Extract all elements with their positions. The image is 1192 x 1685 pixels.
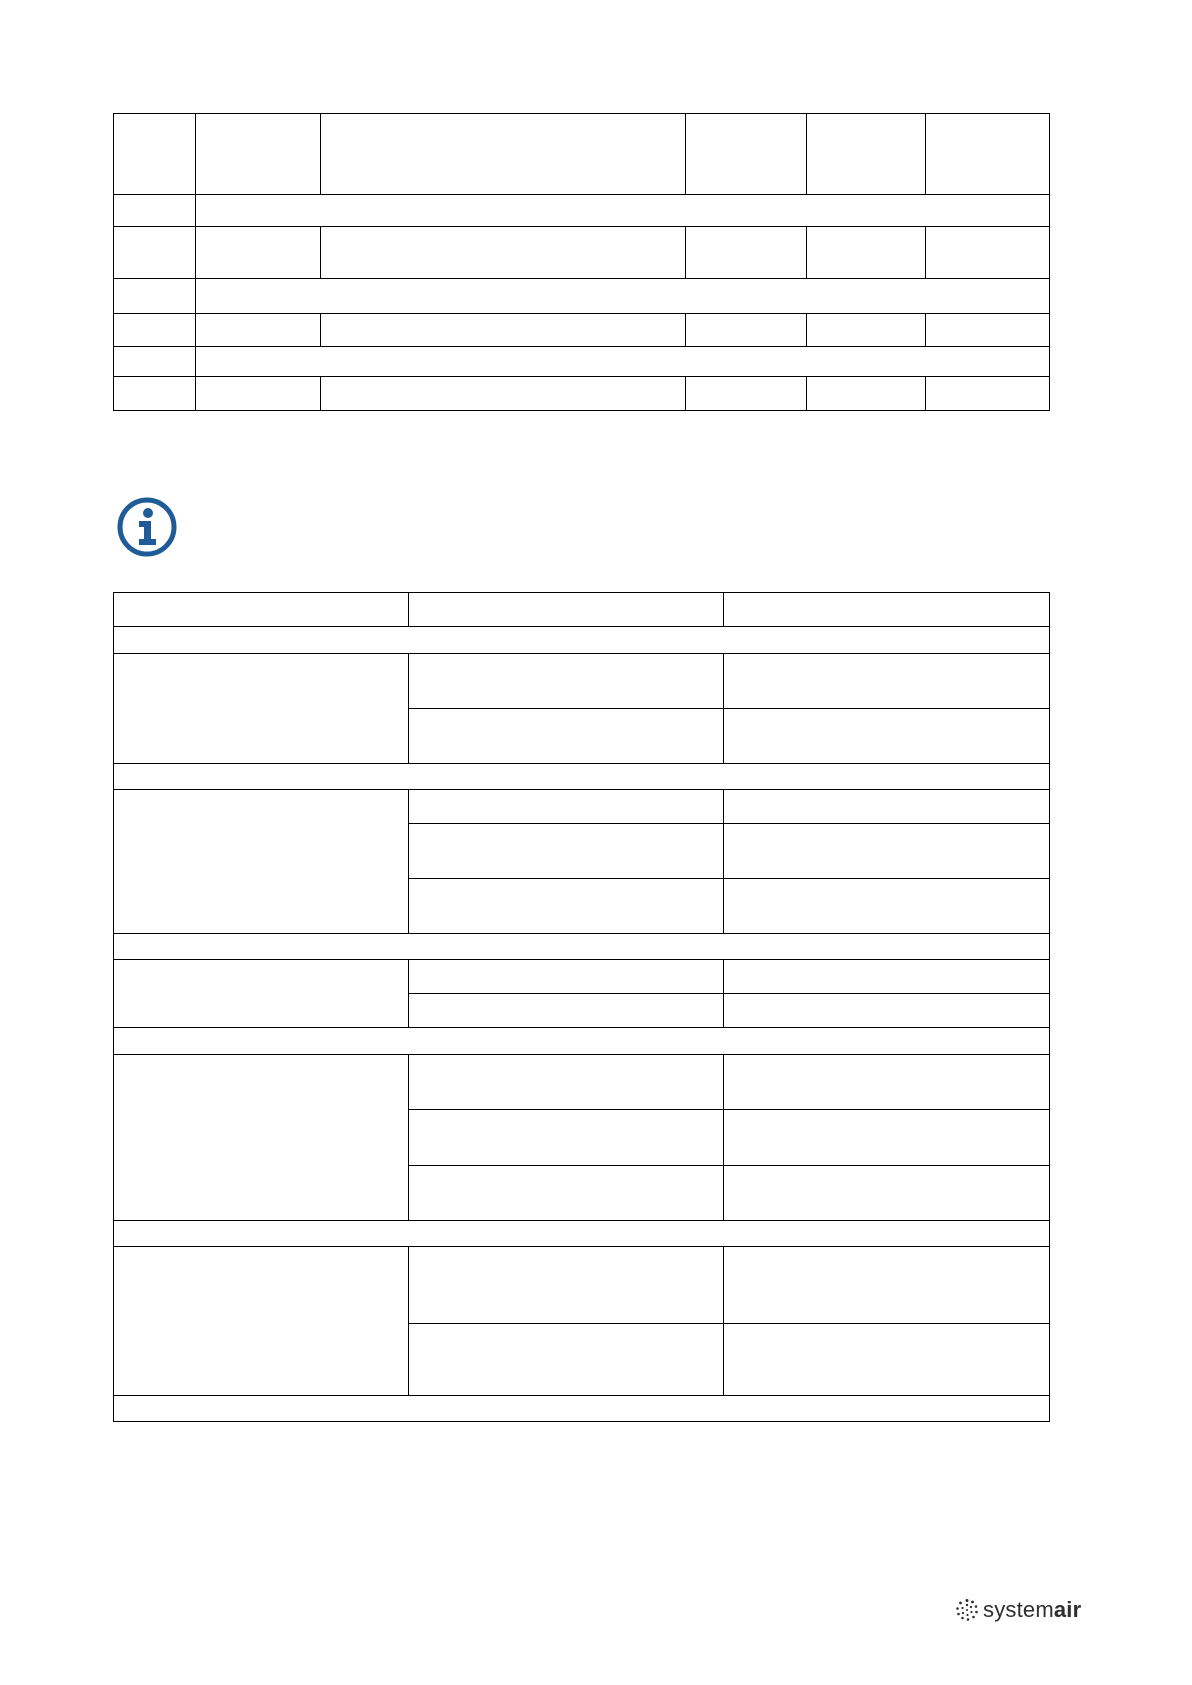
table-cell — [724, 1166, 1050, 1221]
table-cell — [724, 824, 1050, 879]
table-row — [114, 1028, 1050, 1055]
table-cell — [409, 1166, 724, 1221]
table-cell — [196, 279, 1050, 314]
table-cell — [114, 593, 409, 627]
table-cell — [196, 227, 321, 279]
table-cell — [724, 1324, 1050, 1396]
table-row — [114, 790, 1050, 824]
table-cell — [409, 960, 724, 994]
table-cell — [807, 314, 926, 347]
table-cell — [724, 654, 1050, 709]
systemair-logo-icon — [955, 1598, 979, 1622]
table-cell — [409, 593, 724, 627]
table-cell — [724, 1247, 1050, 1324]
table-row — [114, 347, 1050, 377]
table-cell — [686, 227, 807, 279]
table-cell — [724, 960, 1050, 994]
table-cell — [114, 314, 196, 347]
table-cell — [807, 227, 926, 279]
table-row — [114, 1221, 1050, 1247]
table-cell — [724, 879, 1050, 934]
table-row — [114, 764, 1050, 790]
table-cell — [196, 347, 1050, 377]
brand-name-regular: system — [983, 1597, 1054, 1622]
table-row — [114, 195, 1050, 227]
table-cell — [686, 114, 807, 195]
brand-name — [983, 1597, 1081, 1623]
table-cell — [686, 377, 807, 411]
table-cell — [724, 1110, 1050, 1166]
table-cell — [196, 114, 321, 195]
brand-name-accent: air — [1053, 1597, 1082, 1622]
info-icon — [116, 496, 178, 558]
table-cell — [926, 114, 1050, 195]
bottom-table — [113, 592, 1050, 1422]
table-cell — [114, 195, 196, 227]
table-cell — [409, 790, 724, 824]
table-cell — [409, 1247, 724, 1324]
table-row — [114, 114, 1050, 195]
table-cell — [321, 114, 686, 195]
table-cell — [807, 114, 926, 195]
table-cell — [196, 377, 321, 411]
section-row-cell — [114, 1028, 1050, 1055]
section-row-cell — [114, 627, 1050, 654]
table-cell — [724, 593, 1050, 627]
table-cell — [114, 347, 196, 377]
table-row — [114, 1396, 1050, 1422]
table-cell — [196, 195, 1050, 227]
table-cell — [321, 227, 686, 279]
table-cell — [321, 314, 686, 347]
table-cell — [114, 654, 409, 764]
table-cell — [114, 279, 196, 314]
table-row — [114, 227, 1050, 279]
table-cell — [409, 879, 724, 934]
table-cell — [114, 377, 196, 411]
table-row — [114, 593, 1050, 627]
table-row — [114, 279, 1050, 314]
table-cell — [724, 709, 1050, 764]
table-cell — [926, 227, 1050, 279]
table-cell — [114, 1247, 409, 1396]
table-cell — [196, 314, 321, 347]
table-row — [114, 1055, 1050, 1110]
table-cell — [114, 114, 196, 195]
table-cell — [926, 377, 1050, 411]
section-row-cell — [114, 1221, 1050, 1247]
top-table — [113, 113, 1050, 411]
table-cell — [409, 709, 724, 764]
table-cell — [409, 1055, 724, 1110]
table-cell — [409, 654, 724, 709]
section-row-cell — [114, 764, 1050, 790]
table-cell — [409, 1110, 724, 1166]
table-cell — [926, 314, 1050, 347]
table-row — [114, 960, 1050, 994]
table-cell — [724, 790, 1050, 824]
table-cell — [807, 377, 926, 411]
table-row — [114, 377, 1050, 411]
table-cell — [409, 824, 724, 879]
table-cell — [321, 377, 686, 411]
table-cell — [724, 994, 1050, 1028]
section-row-cell — [114, 934, 1050, 960]
table-cell — [409, 994, 724, 1028]
table-row — [114, 934, 1050, 960]
table-row — [114, 627, 1050, 654]
systemair-logo — [955, 1596, 1081, 1624]
table-cell — [114, 227, 196, 279]
table-row — [114, 314, 1050, 347]
table-row — [114, 1247, 1050, 1324]
table-cell — [724, 1055, 1050, 1110]
section-row-cell — [114, 1396, 1050, 1422]
table-cell — [114, 790, 409, 934]
table-cell — [114, 960, 409, 1028]
table-cell — [114, 1055, 409, 1221]
table-cell — [409, 1324, 724, 1396]
table-cell — [686, 314, 807, 347]
table-row — [114, 654, 1050, 709]
